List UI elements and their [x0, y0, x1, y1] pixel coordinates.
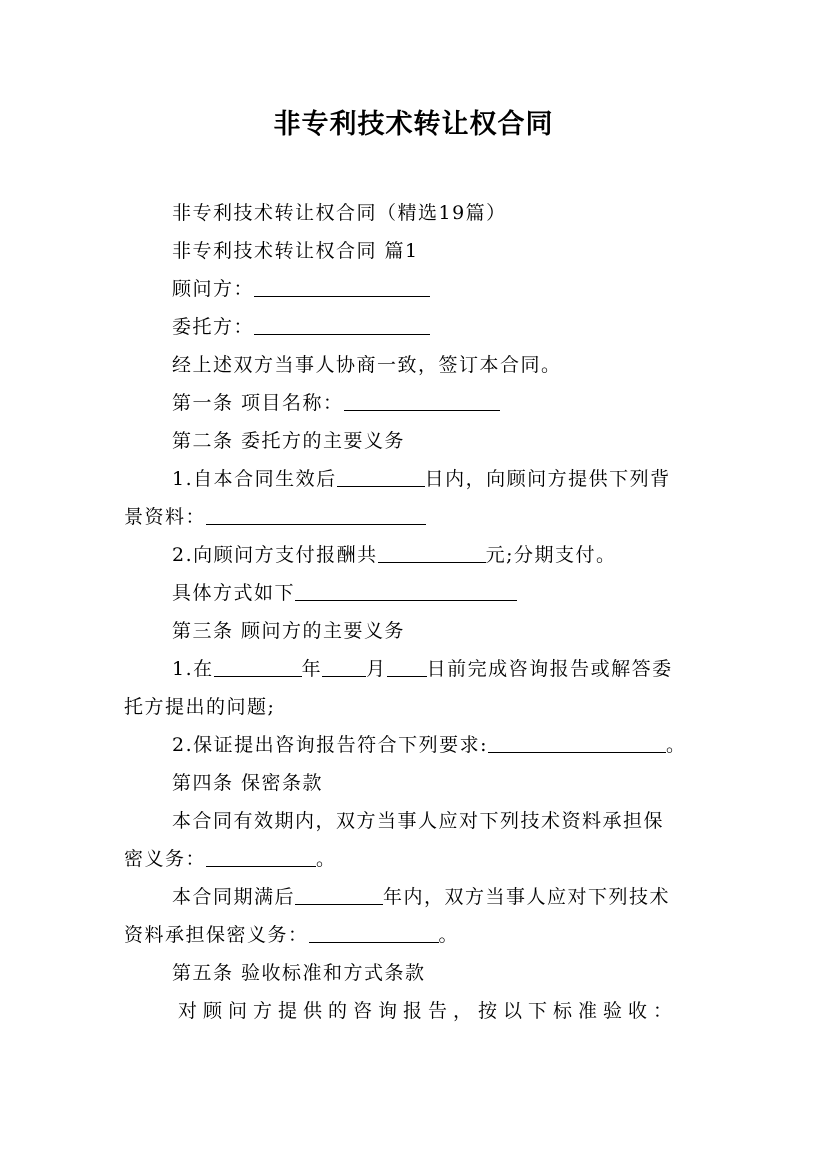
years-blank	[295, 884, 383, 905]
a4-para1-period: 。	[316, 848, 337, 870]
party-client-line	[124, 308, 704, 346]
document-body	[124, 194, 704, 1030]
article4-heading: 第四条 保密条款	[172, 772, 324, 794]
a2-item1-text-b: 日内，向顾问方提供下列背	[424, 468, 671, 490]
client-name-blank	[254, 314, 430, 335]
a3-item1-text-a: 1.在	[172, 658, 214, 680]
a5-para1: 对顾问方提供的咨询报告，按以下标准验收：	[178, 1000, 679, 1022]
year-blank	[214, 656, 302, 677]
a4-para2-period: 。	[438, 924, 460, 946]
article1-line	[124, 384, 704, 422]
payment-method-label: 具体方式如下	[172, 582, 296, 604]
a3-item1-text-b: 日前完成咨询报告或解答委	[426, 658, 673, 680]
a2-item1-text-c: 景资料：	[124, 506, 207, 528]
document-title: 非专利技术转让权合同	[273, 109, 554, 140]
month-blank	[322, 656, 366, 677]
background-materials-blank	[206, 504, 426, 525]
agreement-sentence: 经上述双方当事人协商一致，签订本合同。	[172, 354, 562, 376]
a4-para1-text: 密义务：	[124, 848, 207, 870]
a2-item2-line	[124, 536, 704, 574]
a2-item2-text-a: 2.向顾问方支付报酬共	[172, 544, 378, 566]
party-consultant-label: 顾问方：	[172, 278, 255, 300]
a3-item2-text: 2.保证提出咨询报告符合下列要求:	[172, 734, 489, 756]
a2-item2-text-b: 元;分期支付。	[485, 544, 617, 566]
a4-para1-line2	[124, 840, 704, 878]
article2-heading: 第二条 委托方的主要义务	[172, 430, 406, 452]
days-blank	[337, 466, 425, 487]
a3-item1-line2: 托方提出的问题;	[124, 696, 276, 718]
payment-method-line	[124, 574, 704, 612]
a2-item1-line1	[124, 460, 704, 498]
article3-heading: 第三条 顾问方的主要义务	[172, 620, 406, 642]
project-name-blank	[344, 390, 500, 411]
confidential-materials-blank	[206, 846, 316, 867]
month-label: 月	[366, 658, 387, 680]
report-requirements-blank	[488, 732, 666, 753]
a3-item2-line	[124, 726, 704, 764]
a4-para2-line2	[124, 916, 704, 954]
party-consultant-line	[124, 270, 704, 308]
a2-item1-text-a: 1.自本合同生效后	[172, 468, 337, 490]
a4-para2-text-c: 资料承担保密义务：	[124, 924, 309, 946]
year-label: 年	[301, 658, 323, 680]
consultant-name-blank	[254, 276, 430, 297]
a4-para2-text-b: 年内，双方当事人应对下列技术	[383, 886, 671, 908]
payment-amount-blank	[378, 542, 486, 563]
a4-para2-text-a: 本合同期满后	[172, 886, 296, 908]
subtitle-line: 非专利技术转让权合同（精选19篇）	[172, 202, 507, 224]
section-heading: 非专利技术转让权合同 篇1	[172, 240, 419, 262]
a4-para1-line1: 本合同有效期内，双方当事人应对下列技术资料承担保	[172, 810, 665, 832]
a2-item1-line2	[124, 498, 704, 536]
day-blank	[387, 656, 427, 677]
payment-method-blank	[295, 580, 517, 601]
a3-item1-line1	[124, 650, 704, 688]
a3-item2-period: 。	[666, 734, 687, 756]
a4-para2-line1	[124, 878, 704, 916]
article5-heading: 第五条 验收标准和方式条款	[172, 962, 426, 984]
party-client-label: 委托方：	[172, 316, 255, 338]
post-term-confidential-blank	[309, 922, 439, 943]
article1-label: 第一条 项目名称：	[172, 392, 344, 414]
